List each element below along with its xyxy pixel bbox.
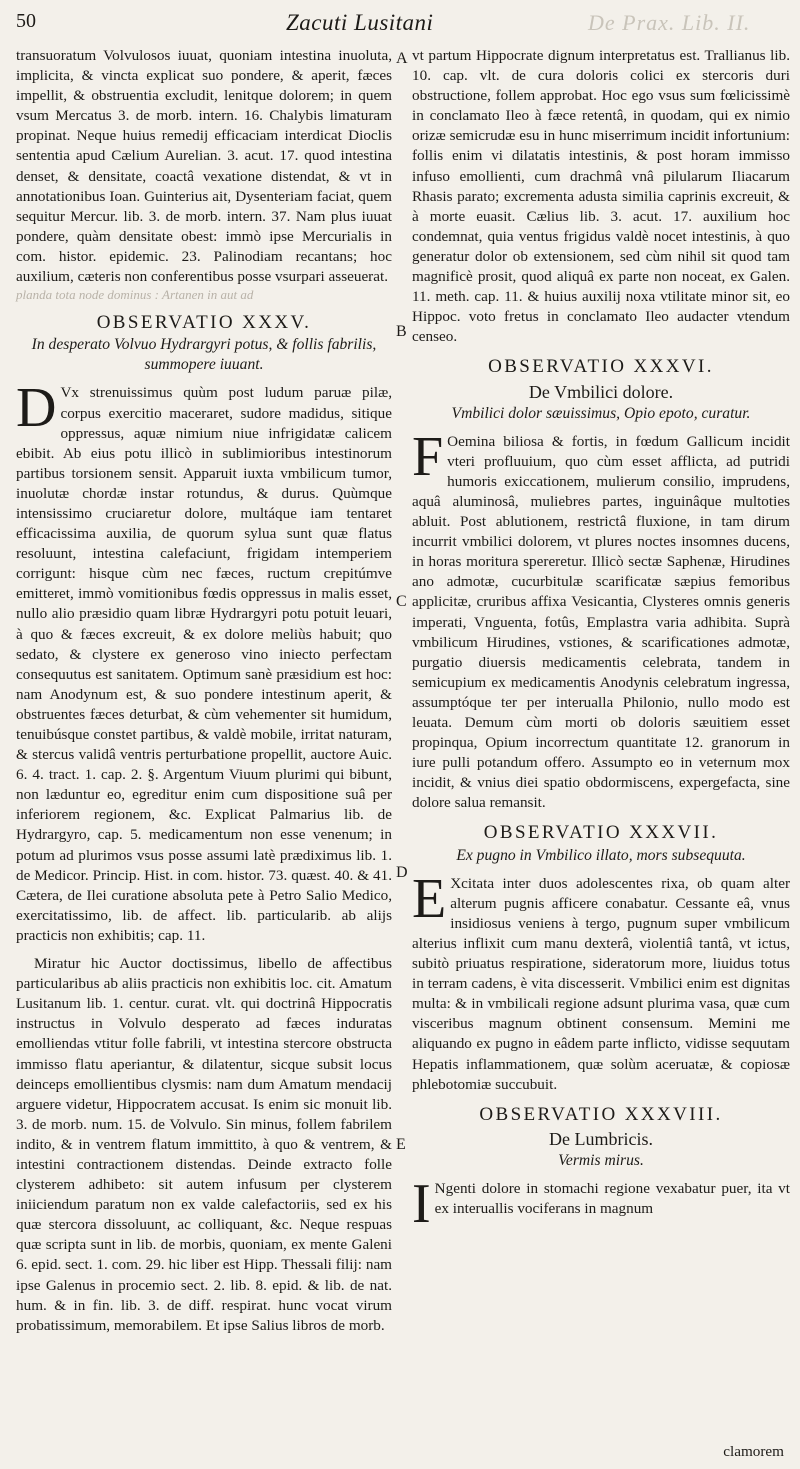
drop-cap-f: F — [412, 425, 444, 488]
observation-36-text — [412, 425, 790, 814]
observation-35-commentary: Miratur hic Auctor doctissimus, libello de affectibus particularibus ab aliis practicis non exhibitis loc. cit. Amatum Lusitanum lib. 1. centur. curat. vlt. qui doctrinâ Hippocratis instructus in Volvulo desperato ad fæces induratas emolliendas vtitur folle fabrili, vt intestina stercore obstructa immisso flatu aperiantur, & dilatentur, sicque subsit locus deinceps emollientibus clysmis: nam dum Amatum mendacij arguere videtur, Hippocratem accusat. Is enim sic monuit lib. 3. de morb. num. 15. de Volvulo. Sin minus, follem fabrilem indito, & in ventrem flatum immittito, à quo & ventrem, & intestini contractionem distendas. Deinde extracto folle clysterem adhibeto: sit autem infusum per clysterem iniiciendum paratum non ex valde calefactoriis, sed ex his quæ stercora dissoluunt, ac colliquant, &c. Neque respuas quæ scripta sunt in lib. de morbis, quoniam, ex mente Galeni 6. epid. sect. 1. com. 29. hic liber est Hipp. Thessali filij: nam ipse Galenus in procemio sect. 2. lib. 8. epid. & lib. de nat. hum. & in fin. lib. 3. de diff. respirat. hunc vocat virum probatissimum, memorabilem. Et ipse Salius libros de morb. — [16, 955, 392, 1334]
running-title: Zacuti Lusitani — [286, 10, 434, 35]
observation-37-title: OBSERVATIO XXXVII. — [483, 822, 719, 844]
left-column — [16, 46, 392, 1336]
margin-letter-c: C — [396, 593, 407, 610]
observation-38-argument: Vermis mirus. — [558, 1151, 644, 1169]
faded-bleed-line: planda tota node dominus : Artanen in aut ad — [16, 287, 254, 303]
observation-36-title: OBSERVATIO XXXVI. — [488, 356, 714, 378]
observation-38-title: OBSERVATIO XXXVIII. — [479, 1103, 723, 1125]
observation-36-subtitle: De Vmbilici dolore. — [528, 381, 674, 402]
observation-38-subtitle: De Lumbricis. — [549, 1128, 653, 1149]
observation-37-text — [412, 867, 790, 1095]
margin-letter-e: E — [396, 1136, 406, 1153]
observation-35-title: OBSERVATIO XXXV. — [96, 312, 312, 334]
observation-35-text — [16, 377, 392, 946]
catchword: clamorem — [723, 1443, 784, 1460]
drop-cap-d: D — [16, 377, 57, 440]
observation-38-text — [412, 1172, 790, 1235]
observation-35-argument: In desperato Volvuo Hydrargyri potus, & follis fabrilis, summopere iuuant. — [31, 336, 377, 374]
drop-cap-i: I — [412, 1172, 431, 1235]
bleed-through-heading: De Prax. Lib. II. — [588, 10, 751, 35]
observation-37-body: Xcitata inter duos adolescentes rixa, ob quam alter alterum pugnis afficere conabatur. Cessante eâ, vnus insidiosus veniens à tergo, pugnum super vmbilicum alterius inflixit cum manu dexterâ, violentiâ tantâ, vt ictus, subitò priuatus respiratione, sideratorum more, liuidus totus in terram cadens, è vita discesserit. Vmbilici enim est dignitas multa: & in vmbilicali regione adsunt plurima vasa, quæ cum visceribus magnum obtinent consensum. Memini me aliquando ex pugno in eâdem parte inflicto, vidisse sequutam Hepatis inflammationem, quæ solùm aceruatæ, & copiosæ phlebotomiæ succubuit. — [412, 874, 790, 1093]
right-column — [412, 46, 790, 1235]
margin-letter-b: B — [396, 323, 407, 340]
drop-cap-e: E — [412, 867, 447, 930]
margin-letter-d: D — [396, 864, 408, 881]
margin-letter-a: A — [396, 50, 408, 67]
observation-36-argument: Vmbilici dolor sæuissimus, Opio epoto, curatur. — [451, 404, 751, 422]
page-number: 50 — [16, 10, 36, 32]
observation-35-body: Vx strenuissimus quùm post ludum paruæ pilæ, corpus exercitio maceraret, sudore madidus, sitique oppressus, aquæ nimium niue infrigidatæ calicem ebibit. Ab eius potu illicò in sublimioribus intestinorum partibus torsionem sensit. Apparuit iuxta vmbilicum tumor, inuolutæ chordæ instar rotundus, & durus. Quùmque intensissimo cruciaretur dolore, multáque iam tentaret efficacissima auxilia, de quorum sylua sunt quæ flatus resoluunt, intestina calefaciunt, frigidam intemperiem corrigunt: hisque cùm nec fæces, ructum crepitúmve emitteret, immò vomitionibus fœdis oppressus in malis esset, nullo alio præsidio quam libræ Hydrargyri potu potuit leuari, à quo & fæces excreuit, & ex dolore meliùs habuit; quo sedato, & clystere ex generoso vino iniecto perfectam consequutus est sanitatem. Optimum sanè præsidium est hoc: nam Anodynum est, & suo pondere intestinum aperit, & obstruentes fæces deturbat, & cùm vehementer sit humidum, tenuibúsque constet partibus, & valdè mobile, irritat naturam, & stercus validâ ventris perturbatione propellit, auctore Auic. 6. 4. tract. 1. cap. 2. §. Argentum Viuum plurimi qui bibunt, non læduntur eo, egreditur enim cum dispositione suâ per inferiorem regionem, &c. Explicat Palmarius lib. de Hydrargyro, cap. 5. medicamentum non esse venenum; in potum ad plurimos vsus posse assumi latè prædiximus lib. 1. de Medicor. Princip. Hist. in com. histor. 73. quæst. 40. & 41. Cætera, de Ilei curatione absoluta pete à Petro Salio Medico, exercitatissimo, lib. de affect. lib. particularib. ab alijs practicis non exhibitis; cap. 11. — [16, 384, 392, 944]
observation-36-body: Oemina biliosa & fortis, in fœdum Gallicum incidit vteri profluuium, quo cùm esset afflicta, ad putridi humoris exiccationem, mulierum consilio, imprudens, aquâ aluminosâ, muliebres partes, inguinâque multoties abluit. Post ablutionem, restrictâ fluxione, in tam dirum incurrit vmbilici dolorem, vt plures noctes insomnes ducens, in horas moritura spereretur. Illicò sectæ Saphenæ, Hirudines ano admotæ, cucurbitulæ scarificatæ sæpius femoribus applicitæ, cruribus affixa Vesicantia, Clysteres omnis generis imperati, Vnguenta, fotûs, Emplastra varia adhibita. Suprà vmbilicum Hirudines, vstiones, & scarificationes admotæ, purgatio diuersis medicamentis celebrata, tandem in semicupium ex medicamentis Anodynis celebratum ingressa, assumptóque ter per interualla Philonio, nullo modo est leuata. Demum cùm morti ob doloris sæuitiem esset propinqua, Opium incorrectum quantitate 12. granorum in iure pulli potandum offero. Assumpto eo in veternum mox incidit, & vnius diei spatio obdormiscens, expergefacta, sine dolore salua remansit. — [412, 432, 790, 812]
observation-37-argument: Ex pugno in Vmbilico illato, mors subsequuta. — [456, 846, 746, 864]
left-intro-text: transuoratum Volvulosos iuuat, quoniam intestina inuoluta, implicita, & vincta explicat suo pondere, & aperit, fæces impellit, & obstruentia excludit, lenitque dolorem; in quem vsum Mercatus 3. de morb. intern. 16. Chalybis limaturam propinat. Neque huius remedij efficaciam interdicat Dioclis sententia apud Cælium Aurelian. 3. acut. 17. quod intestina denset, & densitate, coactâ vexatione distendat, & vt in annotationibus Ioan. Guinterius ait, Dysenteriam faciat, quem sequitur Mercur. lib. 3. de morb. intern. 37. Nam plus iuuat pondere, quàm densitate obest: immò ipse Mercurialis in com. histor. epidemic. 23. Palinodiam recantans; hoc auxilium, cæteris non conferentibus posse vsurpari asseuerat. — [16, 47, 392, 286]
right-intro-text: vt partum Hippocrate dignum interpretatus est. Trallianus lib. 10. cap. vlt. de cura doloris colici ex stercoris duri obstructione, follem approbat. Hoc ego vsus sum fœlicissimè in conclamato Ileo à fæce retentâ, in quodam, qui ex nimio orizæ semicrudæ esu in hunc miserrimum incidit infortunium: follis enim vi dilatatis intestinis, & post horam immisso infuso emollienti, cum drachmâ vnâ pilularum Iliacarum Rhasis parato; excrementa adusta similia caprinis excreuit, & à morte euasit. Cælius lib. 3. acut. 17. auxilium hoc condemnat, quia ventus frigidus valdè nocet intestinis, à quo generatur dolor ob extensionem, sed cùm nihil sit quod tam magnificè prosit, quod aliquâ ex parte non noceat, ex Galen. 11. meth. cap. 11. & huius auxilij noxa vtilitate minor sit, eo Hippoc. voto fretus in conclamato Ileo audacter vtendum censeo. — [412, 47, 790, 346]
observation-38-body: Ngenti dolore in stomachi regione vexabatur puer, ita vt ex interuallis vociferans in magnum — [434, 1179, 790, 1218]
